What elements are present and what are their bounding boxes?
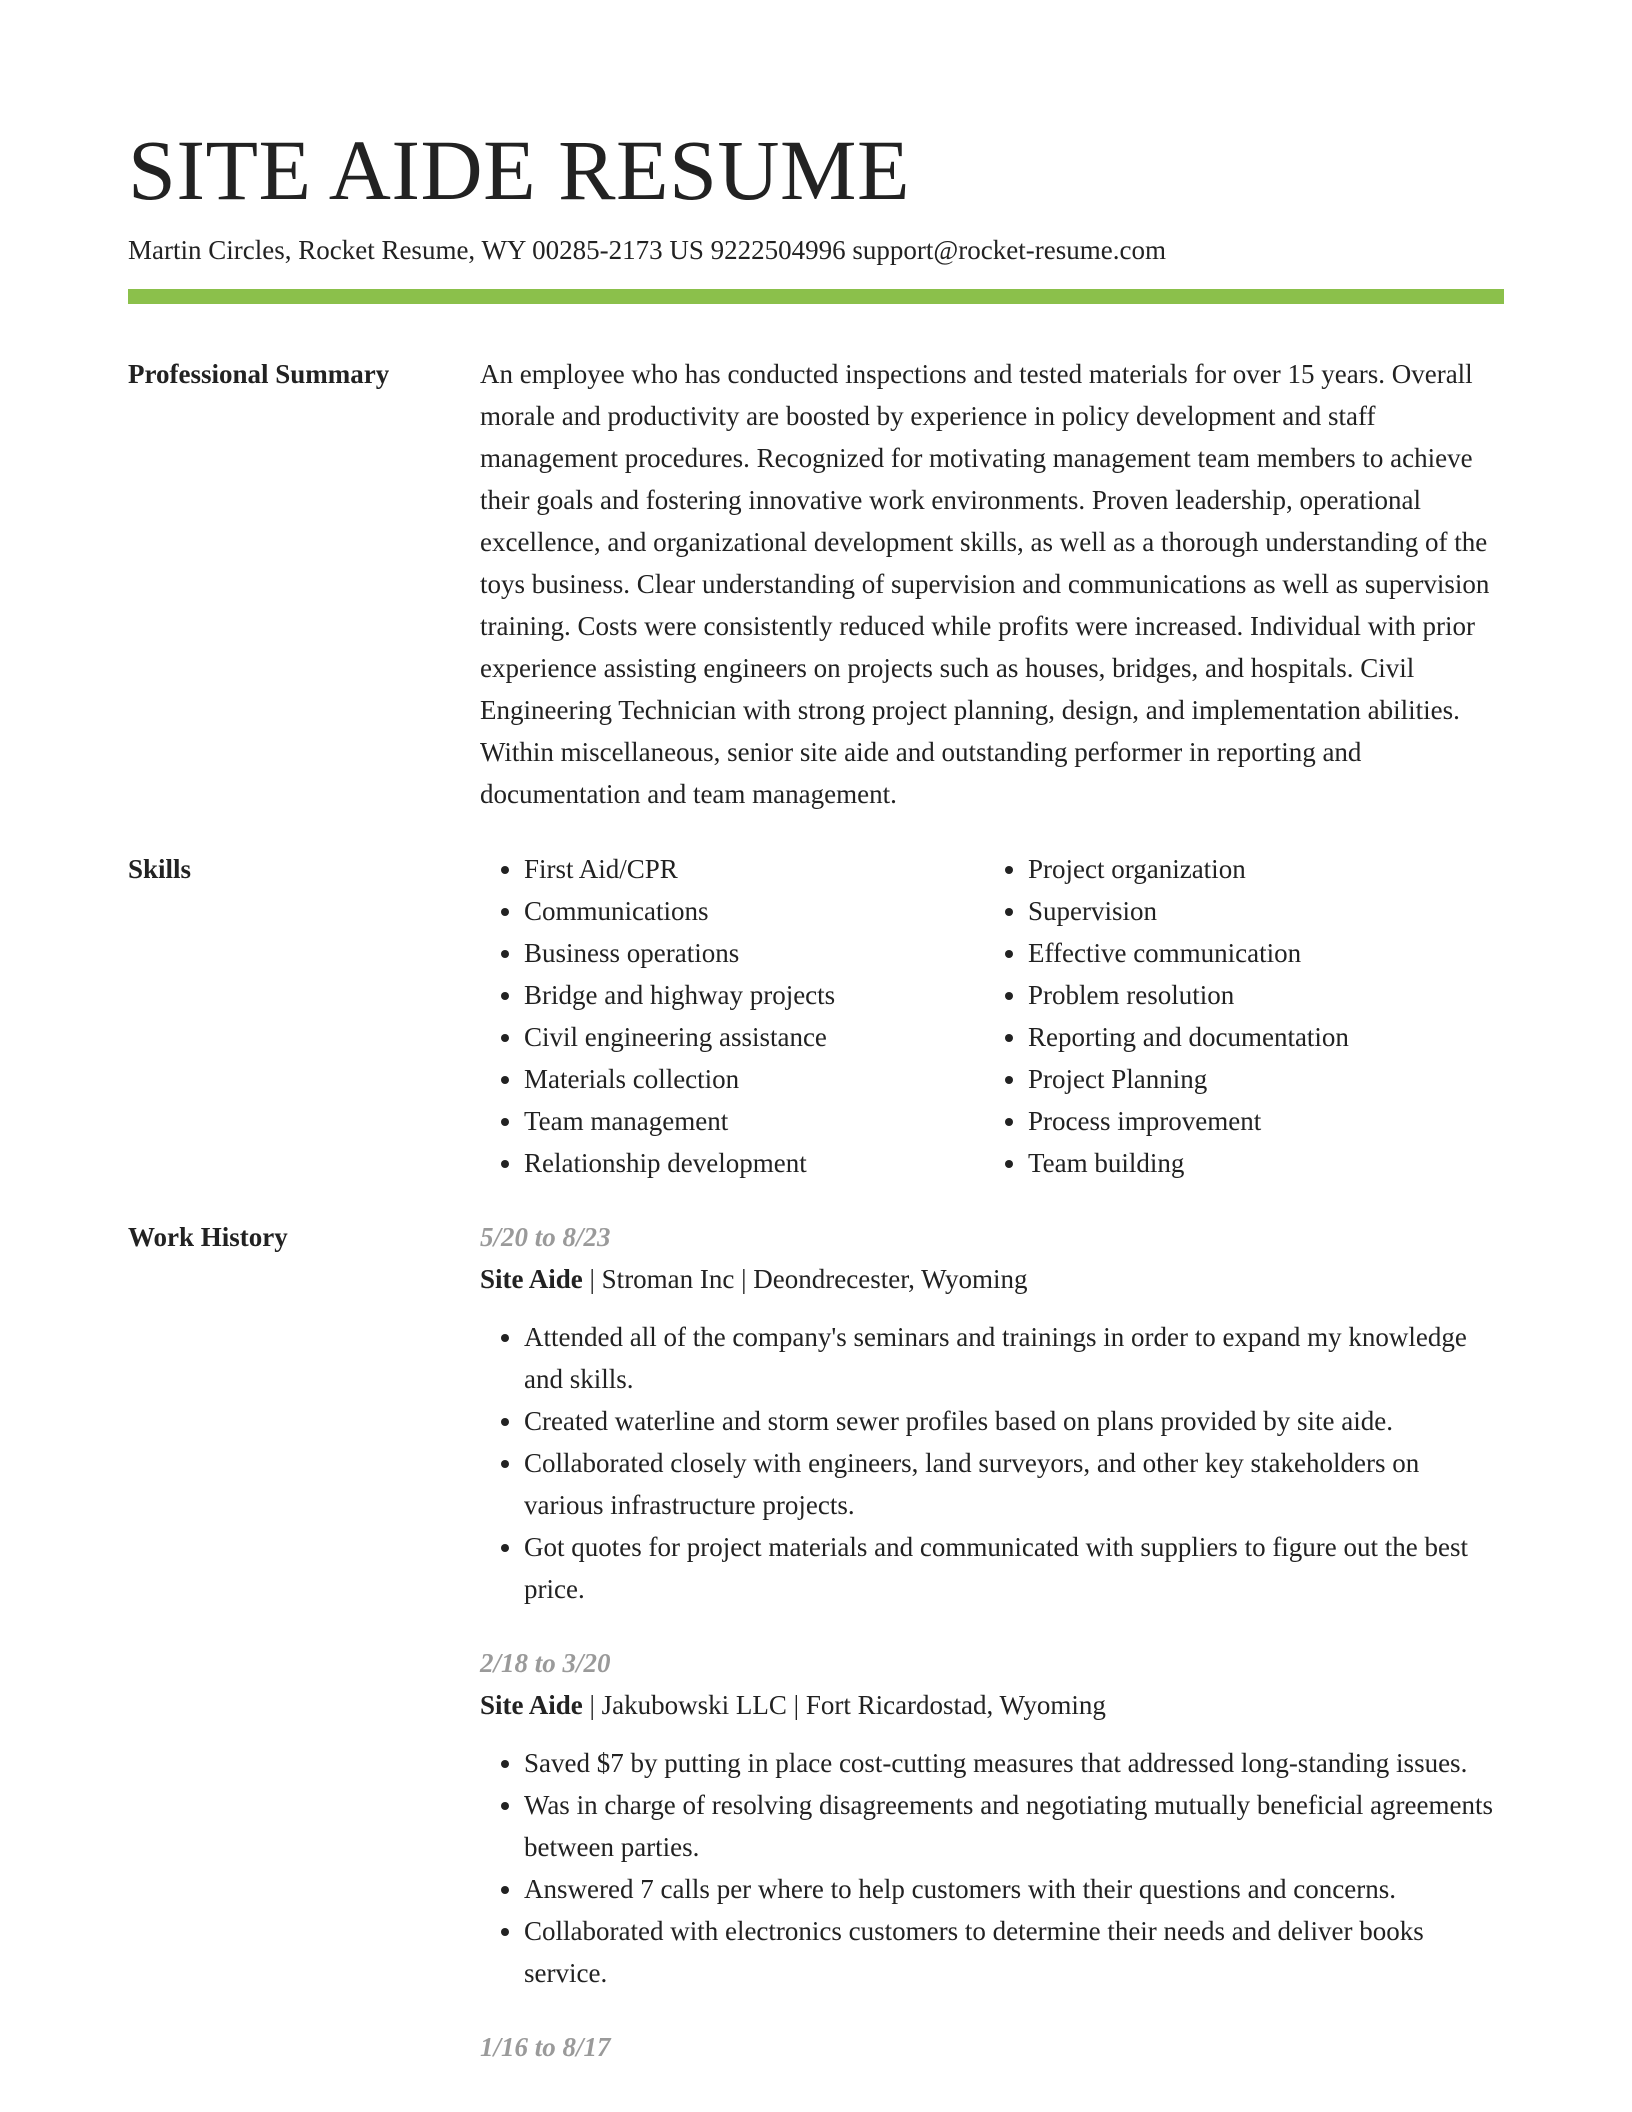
job-heading bbox=[480, 1258, 1504, 1300]
skill-item: • Process improvement bbox=[1028, 1100, 1488, 1142]
summary-section bbox=[128, 353, 1504, 815]
skill-item: • Materials collection bbox=[524, 1058, 984, 1100]
job-entry bbox=[480, 2026, 1504, 2068]
skill-item: • Communications bbox=[524, 890, 984, 932]
job-bullet: • Created waterline and storm sewer profiles based on plans provided by site aide. bbox=[524, 1400, 1504, 1442]
job-bullet: • Collaborated with electronics customers to determine their needs and deliver books service. bbox=[524, 1910, 1504, 1994]
job-bullets bbox=[480, 1316, 1504, 1610]
skill-item: • Project Planning bbox=[1028, 1058, 1488, 1100]
skill-item: • Team management bbox=[524, 1100, 984, 1142]
resume-title: SITE AIDE RESUME bbox=[128, 122, 910, 218]
job-details: | Jakubowski LLC | Fort Ricardostad, Wyoming bbox=[582, 1690, 1106, 1720]
summary-label: Professional Summary bbox=[128, 359, 390, 389]
job-bullet: • Was in charge of resolving disagreements and negotiating mutually beneficial agreements between parties. bbox=[524, 1784, 1504, 1868]
job-title: Site Aide bbox=[480, 1264, 583, 1294]
summary-text: An employee who has conducted inspections and tested materials for over 15 years. Overall morale and productivity are boosted by experience in policy development and staff management procedures. Recognized for motivating management team members to achieve their goals and fostering innovative work environments. Proven leadership, operational excellence, and organizational development skills, as well as a thorough understanding of the toys business. Clear understanding of supervision and communications as well as supervision training. Costs were consistently reduced while profits were increased. Individual with prior experience assisting engineers on projects such as houses, bridges, and hospitals. Civil Engineering Technician with strong project planning, design, and implementation abilities. Within miscellaneous, senior site aide and outstanding performer in reporting and documentation and team management. bbox=[480, 359, 1490, 809]
contact-line: Martin Circles, Rocket Resume, WY 00285-2173 US 9222504996 support@rocket-resume.com bbox=[128, 235, 1166, 265]
job-bullet: • Attended all of the company's seminars and trainings in order to expand my knowledge and skills. bbox=[524, 1316, 1504, 1400]
work-history-body bbox=[480, 1216, 1504, 2100]
job-dates: 1/16 to 8/17 bbox=[480, 2032, 611, 2062]
job-dates: 5/20 to 8/23 bbox=[480, 1222, 611, 1252]
skills-body bbox=[480, 848, 1504, 1184]
job-bullet: • Saved $7 by putting in place cost-cutting measures that addressed long-standing issues. bbox=[524, 1742, 1504, 1784]
job-bullet: • Collaborated closely with engineers, land surveyors, and other key stakeholders on various infrastructure projects. bbox=[524, 1442, 1504, 1526]
skill-item: • First Aid/CPR bbox=[524, 848, 984, 890]
job-bullet: • Answered 7 calls per where to help customers with their questions and concerns. bbox=[524, 1868, 1504, 1910]
job-dates: 2/18 to 3/20 bbox=[480, 1648, 611, 1678]
summary-body bbox=[480, 353, 1504, 815]
skill-item: • Bridge and highway projects bbox=[524, 974, 984, 1016]
work-history-section bbox=[128, 1216, 1504, 2100]
work-history-label: Work History bbox=[128, 1222, 288, 1252]
skill-item: • Civil engineering assistance bbox=[524, 1016, 984, 1058]
skill-item: • Effective communication bbox=[1028, 932, 1488, 974]
skill-item: • Project organization bbox=[1028, 848, 1488, 890]
skill-item: • Business operations bbox=[524, 932, 984, 974]
skills-section bbox=[128, 848, 1504, 1184]
skills-list-left bbox=[480, 848, 984, 1184]
resume-page bbox=[128, 118, 1504, 2100]
job-entry bbox=[480, 1216, 1504, 1610]
skill-item: • Problem resolution bbox=[1028, 974, 1488, 1016]
skill-item: • Reporting and documentation bbox=[1028, 1016, 1488, 1058]
skills-label: Skills bbox=[128, 854, 192, 884]
job-details: | Stroman Inc | Deondrecester, Wyoming bbox=[582, 1264, 1028, 1294]
job-entry bbox=[480, 1642, 1504, 1994]
skill-item: • Supervision bbox=[1028, 890, 1488, 932]
job-title: Site Aide bbox=[480, 1690, 583, 1720]
skills-list-right bbox=[984, 848, 1488, 1184]
job-bullet: • Got quotes for project materials and communicated with suppliers to figure out the best price. bbox=[524, 1526, 1504, 1610]
skill-item: • Team building bbox=[1028, 1142, 1488, 1184]
job-bullets bbox=[480, 1742, 1504, 1994]
job-heading bbox=[480, 1684, 1504, 1726]
header-divider bbox=[128, 289, 1504, 304]
skill-item: • Relationship development bbox=[524, 1142, 984, 1184]
